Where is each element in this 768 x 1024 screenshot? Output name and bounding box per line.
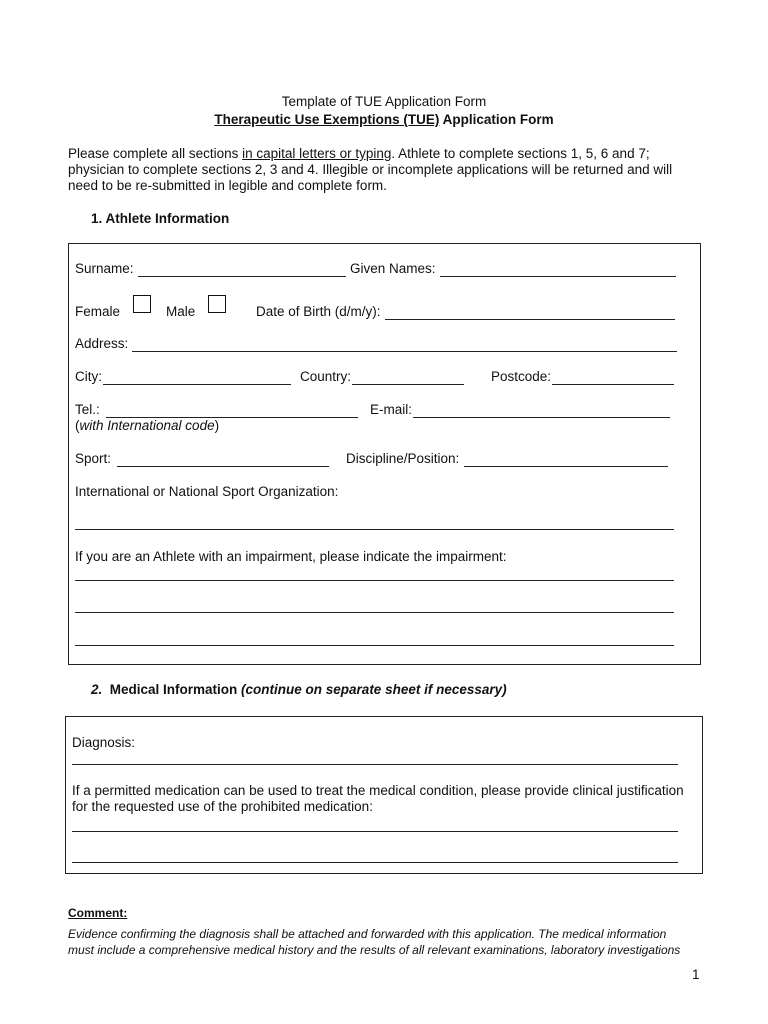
surname-input[interactable] (138, 264, 346, 277)
postcode-label: Postcode: (491, 369, 552, 384)
justification-line-2: for the requested use of the prohibited medication: (72, 799, 373, 814)
intro-line-1 (68, 146, 650, 162)
telephone-note-text: with International code (79, 418, 215, 433)
impairment-label: If you are an Athlete with an impairment, please indicate the impairment: (75, 549, 507, 564)
section-1-heading: 1. Athlete Information (91, 211, 230, 226)
template-title: Template of TUE Application Form (281, 94, 487, 109)
telephone-note (75, 418, 219, 434)
email-label: E-mail: (370, 402, 413, 417)
diagnosis-input-line[interactable] (72, 764, 678, 765)
telephone-field (75, 402, 358, 418)
page-number: 1 (692, 967, 700, 982)
date-of-birth-input[interactable] (385, 307, 675, 320)
diagnosis-label: Diagnosis: (72, 735, 136, 750)
sport-field (75, 451, 329, 467)
country-input[interactable] (352, 372, 464, 385)
form-title-rest: Application Form (439, 112, 554, 127)
given-names-input[interactable] (440, 264, 676, 277)
male-checkbox[interactable] (208, 295, 226, 313)
justification-input-line[interactable] (72, 862, 678, 863)
address-label: Address: (75, 336, 129, 351)
female-label: Female (75, 304, 121, 319)
comment-line-2: must include a comprehensive medical history and the results of all relevant examinations, laboratory investigations (68, 943, 681, 957)
form-title-underlined: Therapeutic Use Exemptions (TUE) (214, 112, 440, 127)
sport-label: Sport: (75, 451, 112, 466)
city-label: City: (75, 369, 102, 384)
organization-label: International or National Sport Organization: (75, 484, 339, 499)
section-2-number: 2. (91, 682, 103, 697)
telephone-label: Tel.: (75, 402, 100, 417)
intro-line-2: physician to complete sections 2, 3 and 4. Illegible or incomplete applications will be returned and will (68, 162, 673, 177)
intro-line-3: need to be re-submitted in legible and complete form. (68, 178, 387, 193)
comment-line-1: Evidence confirming the diagnosis shall be attached and forwarded with this application. The medical information (68, 927, 667, 941)
justification-input-line[interactable] (72, 831, 678, 832)
given-names-label: Given Names: (350, 261, 436, 276)
email-field (370, 402, 670, 418)
impairment-input-line[interactable] (75, 580, 674, 581)
surname-field (75, 261, 346, 277)
country-label: Country: (300, 369, 352, 384)
address-input[interactable] (132, 339, 677, 352)
surname-label: Surname: (75, 261, 134, 276)
country-field (300, 369, 464, 385)
form-title (0, 112, 768, 127)
section-2-note: (continue on separate sheet if necessary) (241, 682, 507, 697)
comment-label: Comment: (68, 906, 128, 920)
postcode-input[interactable] (552, 372, 674, 385)
telephone-input[interactable] (106, 405, 358, 418)
telephone-note-paren: ( (75, 418, 80, 433)
section-2-heading (91, 682, 507, 698)
given-names-field (350, 261, 676, 277)
sport-input[interactable] (117, 454, 329, 467)
organization-input-line[interactable] (75, 529, 674, 530)
intro-text: . Athlete to complete sections 1, 5, 6 and 7; (391, 146, 650, 161)
discipline-field (346, 451, 668, 467)
impairment-input-line[interactable] (75, 645, 674, 646)
postcode-field (491, 369, 674, 385)
telephone-note-paren: ) (214, 418, 220, 433)
intro-underlined-text: in capital letters or typing (242, 146, 392, 161)
city-input[interactable] (103, 372, 291, 385)
city-field (75, 369, 291, 385)
male-label: Male (166, 304, 196, 319)
discipline-input[interactable] (464, 454, 668, 467)
date-of-birth-field (256, 304, 675, 320)
section-2-title: Medical Information (109, 682, 242, 697)
address-field (75, 336, 677, 352)
female-checkbox[interactable] (133, 295, 151, 313)
date-of-birth-label: Date of Birth (d/m/y): (256, 304, 381, 319)
email-input[interactable] (413, 405, 670, 418)
justification-line-1: If a permitted medication can be used to treat the medical condition, please provide clinical justification (72, 783, 684, 798)
discipline-label: Discipline/Position: (346, 451, 460, 466)
impairment-input-line[interactable] (75, 612, 674, 613)
intro-text: Please complete all sections (68, 146, 243, 161)
